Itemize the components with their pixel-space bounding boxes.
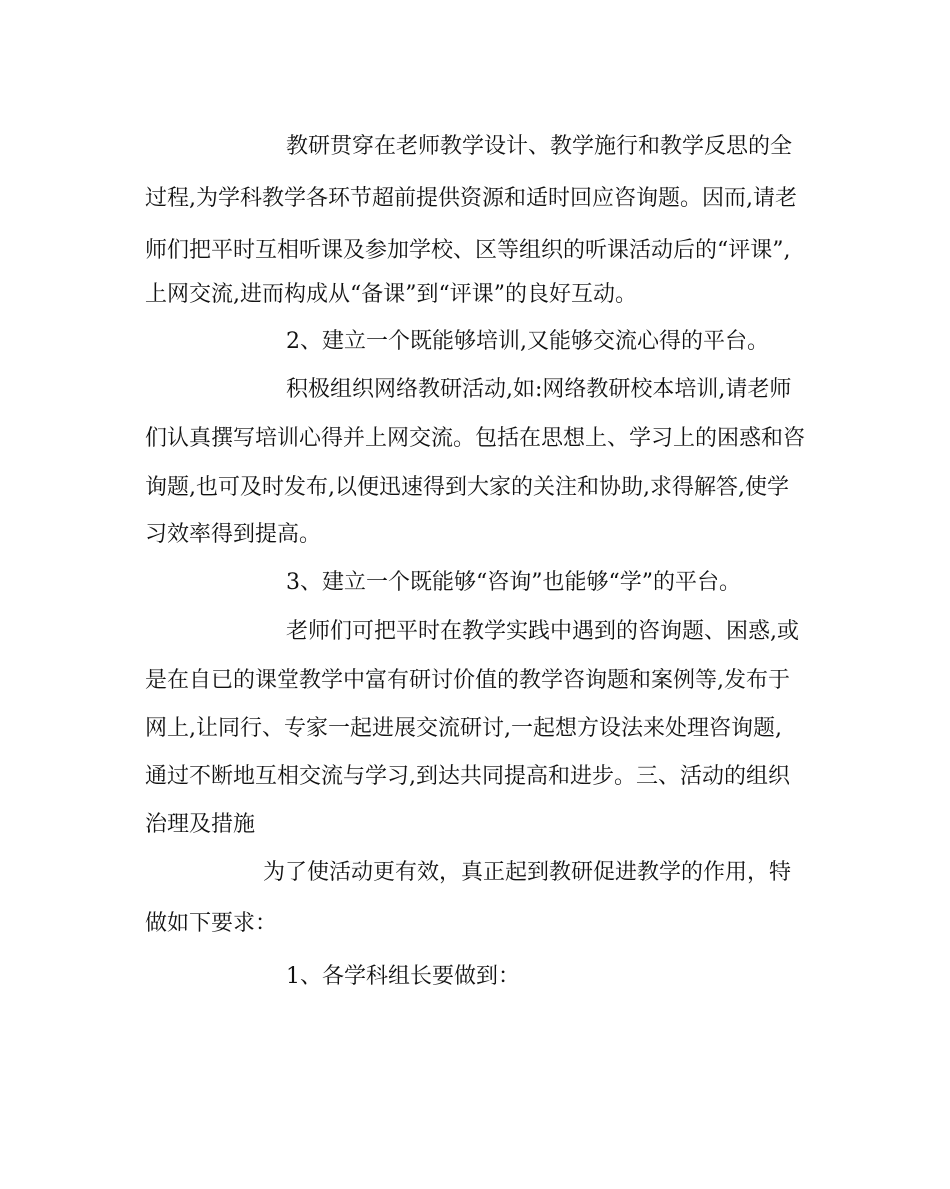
paragraph-line: 治理及措施 [145, 812, 256, 837]
paragraph-line: 做如下要求： [145, 911, 278, 936]
paragraph-line: 为了使活动更有效，真正起到教研促进教学的作用，特 [263, 860, 792, 885]
list-heading: 3、建立一个既能够“咨询”也能够“学”的平台。 [286, 570, 741, 595]
paragraph-line: 是在自已的课堂教学中富有研讨价值的教学咨询题和案例等,发布于 [145, 668, 790, 693]
paragraph-line: 师们把平时互相听课及参加学校、区等组织的听课活动后的“评课”, [145, 238, 791, 263]
paragraph-line: 教研贯穿在老师教学设计、教学施行和教学反思的全 [286, 134, 793, 159]
paragraph-line: 过程,为学科教学各环节超前提供资源和适时回应咨询题。因而,请老 [145, 186, 797, 211]
paragraph-line: 上网交流,进而构成从“备课”到“评课”的良好互动。 [145, 282, 637, 307]
paragraph-line: 们认真撰写培训心得并上网交流。包括在思想上、学习上的困惑和咨 [145, 426, 806, 451]
list-heading: 2、建立一个既能够培训,又能够交流心得的平台。 [286, 329, 769, 354]
paragraph-line: 积极组织网络教研活动,如:网络教研校本培训,请老师 [286, 377, 792, 402]
paragraph-line: 网上,让同行、专家一起进展交流研讨,一起想方设法来处理咨询题, [145, 716, 782, 741]
paragraph-line: 通过不断地互相交流与学习,到达共同提高和进步。三、活动的组织 [145, 764, 790, 789]
paragraph-line: 习效率得到提高。 [145, 522, 322, 547]
paragraph-line: 老师们可把平时在教学实践中遇到的咨询题、困惑,或 [286, 619, 799, 644]
paragraph-line: 询题,也可及时发布,以便迅速得到大家的关注和协助,求得解答,使学 [145, 475, 789, 500]
list-heading: 1、各学科组长要做到： [286, 964, 520, 989]
